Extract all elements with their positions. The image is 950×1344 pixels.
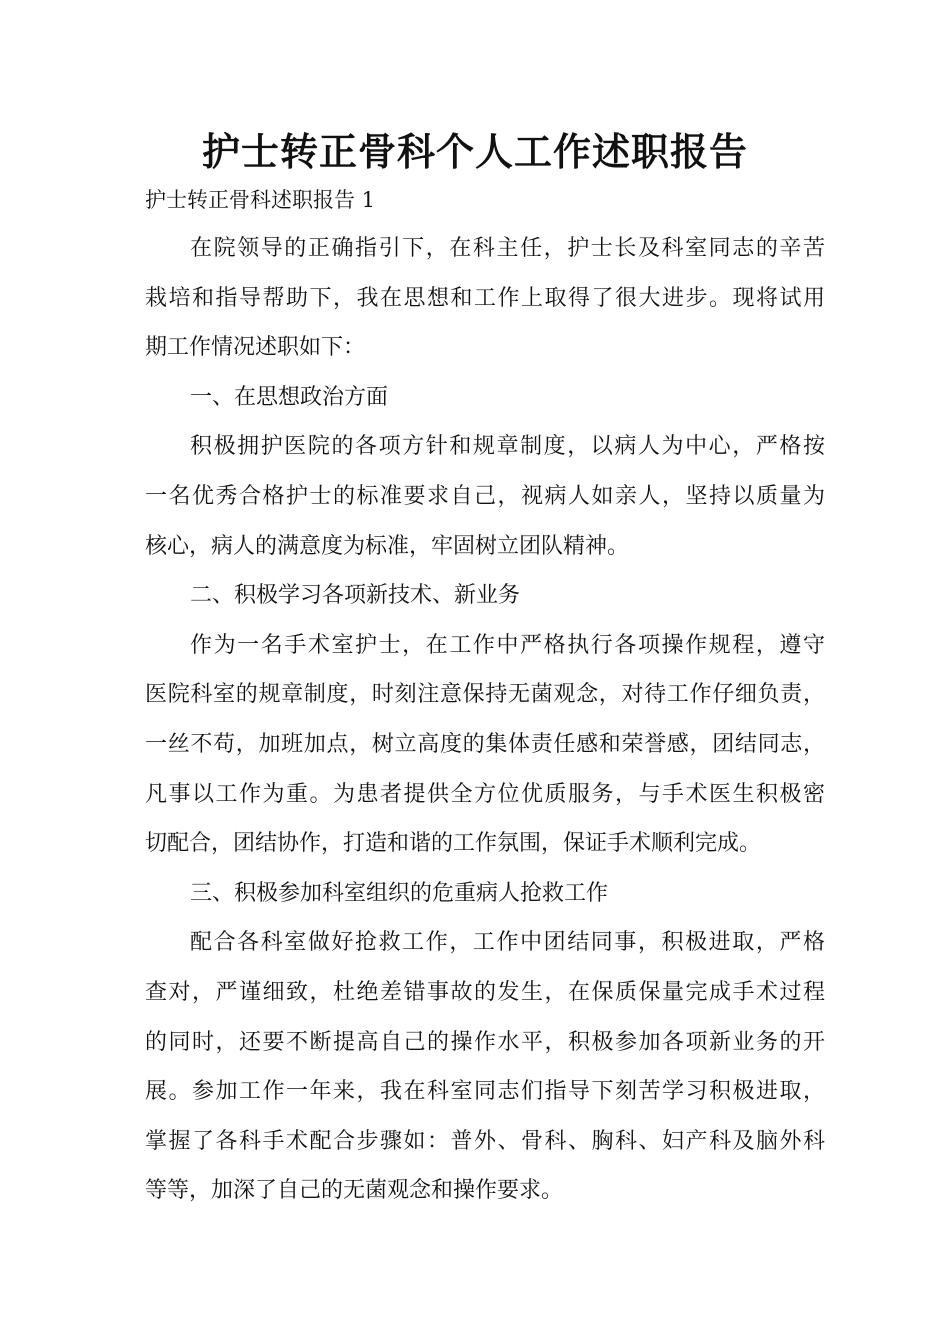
paragraph-line: 核心，病人的满意度为标准，牢固树立团队精神。 <box>145 533 630 559</box>
section-heading-text: 三、积极参加科室组织的危重病人抢救工作 <box>190 880 609 906</box>
paragraph-1 <box>145 224 825 373</box>
paragraph-line: 配合各科室做好抢救工作，工作中团结同事，积极进取，严格 <box>190 930 825 956</box>
document-title: 护士转正骨科个人工作述职报告 <box>201 130 748 174</box>
section-heading-text: 二、积极学习各项新技术、新业务 <box>190 583 521 609</box>
paragraph-line: 作为一名手术室护士，在工作中严格执行各项操作规程，遵守 <box>190 632 825 658</box>
paragraph-line: 的同时，还要不断提高自己的操作水平，积极参加各项新业务的开 <box>145 1029 825 1055</box>
document-body <box>145 224 825 1216</box>
section-heading-1 <box>145 373 825 423</box>
paragraph-line: 一丝不苟，加班加点，树立高度的集体责任感和荣誉感，团结同志， <box>145 731 825 757</box>
paragraph-line: 展。参加工作一年来，我在科室同志们指导下刻苦学习积极进取， <box>145 1079 825 1105</box>
paragraph-line: 切配合，团结协作，打造和谐的工作氛围，保证手术顺利完成。 <box>145 831 762 857</box>
paragraph-line: 栽培和指导帮助下，我在思想和工作上取得了很大进步。现将试用 <box>145 285 825 311</box>
paragraph-line: 在院领导的正确指引下，在科主任，护士长及科室同志的辛苦 <box>190 236 825 261</box>
paragraph-line: 一名优秀合格护士的标准要求自己，视病人如亲人，坚持以质量为 <box>145 483 825 509</box>
paragraph-line: 凡事以工作为重。为患者提供全方位优质服务，与手术医生积极密 <box>145 781 825 807</box>
paragraph-line: 等等，加深了自己的无菌观念和操作要求。 <box>145 1178 564 1204</box>
paragraph-3 <box>145 621 825 869</box>
section-heading-2 <box>145 571 825 621</box>
paragraph-line: 掌握了各科手术配合步骤如：普外、骨科、胸科、妇产科及脑外科 <box>145 1128 825 1154</box>
section-heading-text: 一、在思想政治方面 <box>190 384 389 410</box>
paragraph-2 <box>145 422 825 571</box>
paragraph-line: 期工作情况述职如下： <box>145 335 366 361</box>
paragraph-line: 积极拥护医院的各项方针和规章制度，以病人为中心，严格按 <box>190 434 825 460</box>
paragraph-4 <box>145 918 825 1216</box>
section-heading-3 <box>145 869 825 919</box>
paragraph-line: 医院科室的规章制度，时刻注意保持无菌观念，对待工作仔细负责， <box>145 682 825 708</box>
paragraph-line: 查对，严谨细致，杜绝差错事故的发生，在保质保量完成手术过程 <box>145 979 825 1005</box>
document-subtitle: 护士转正骨科述职报告 1 <box>145 188 376 212</box>
